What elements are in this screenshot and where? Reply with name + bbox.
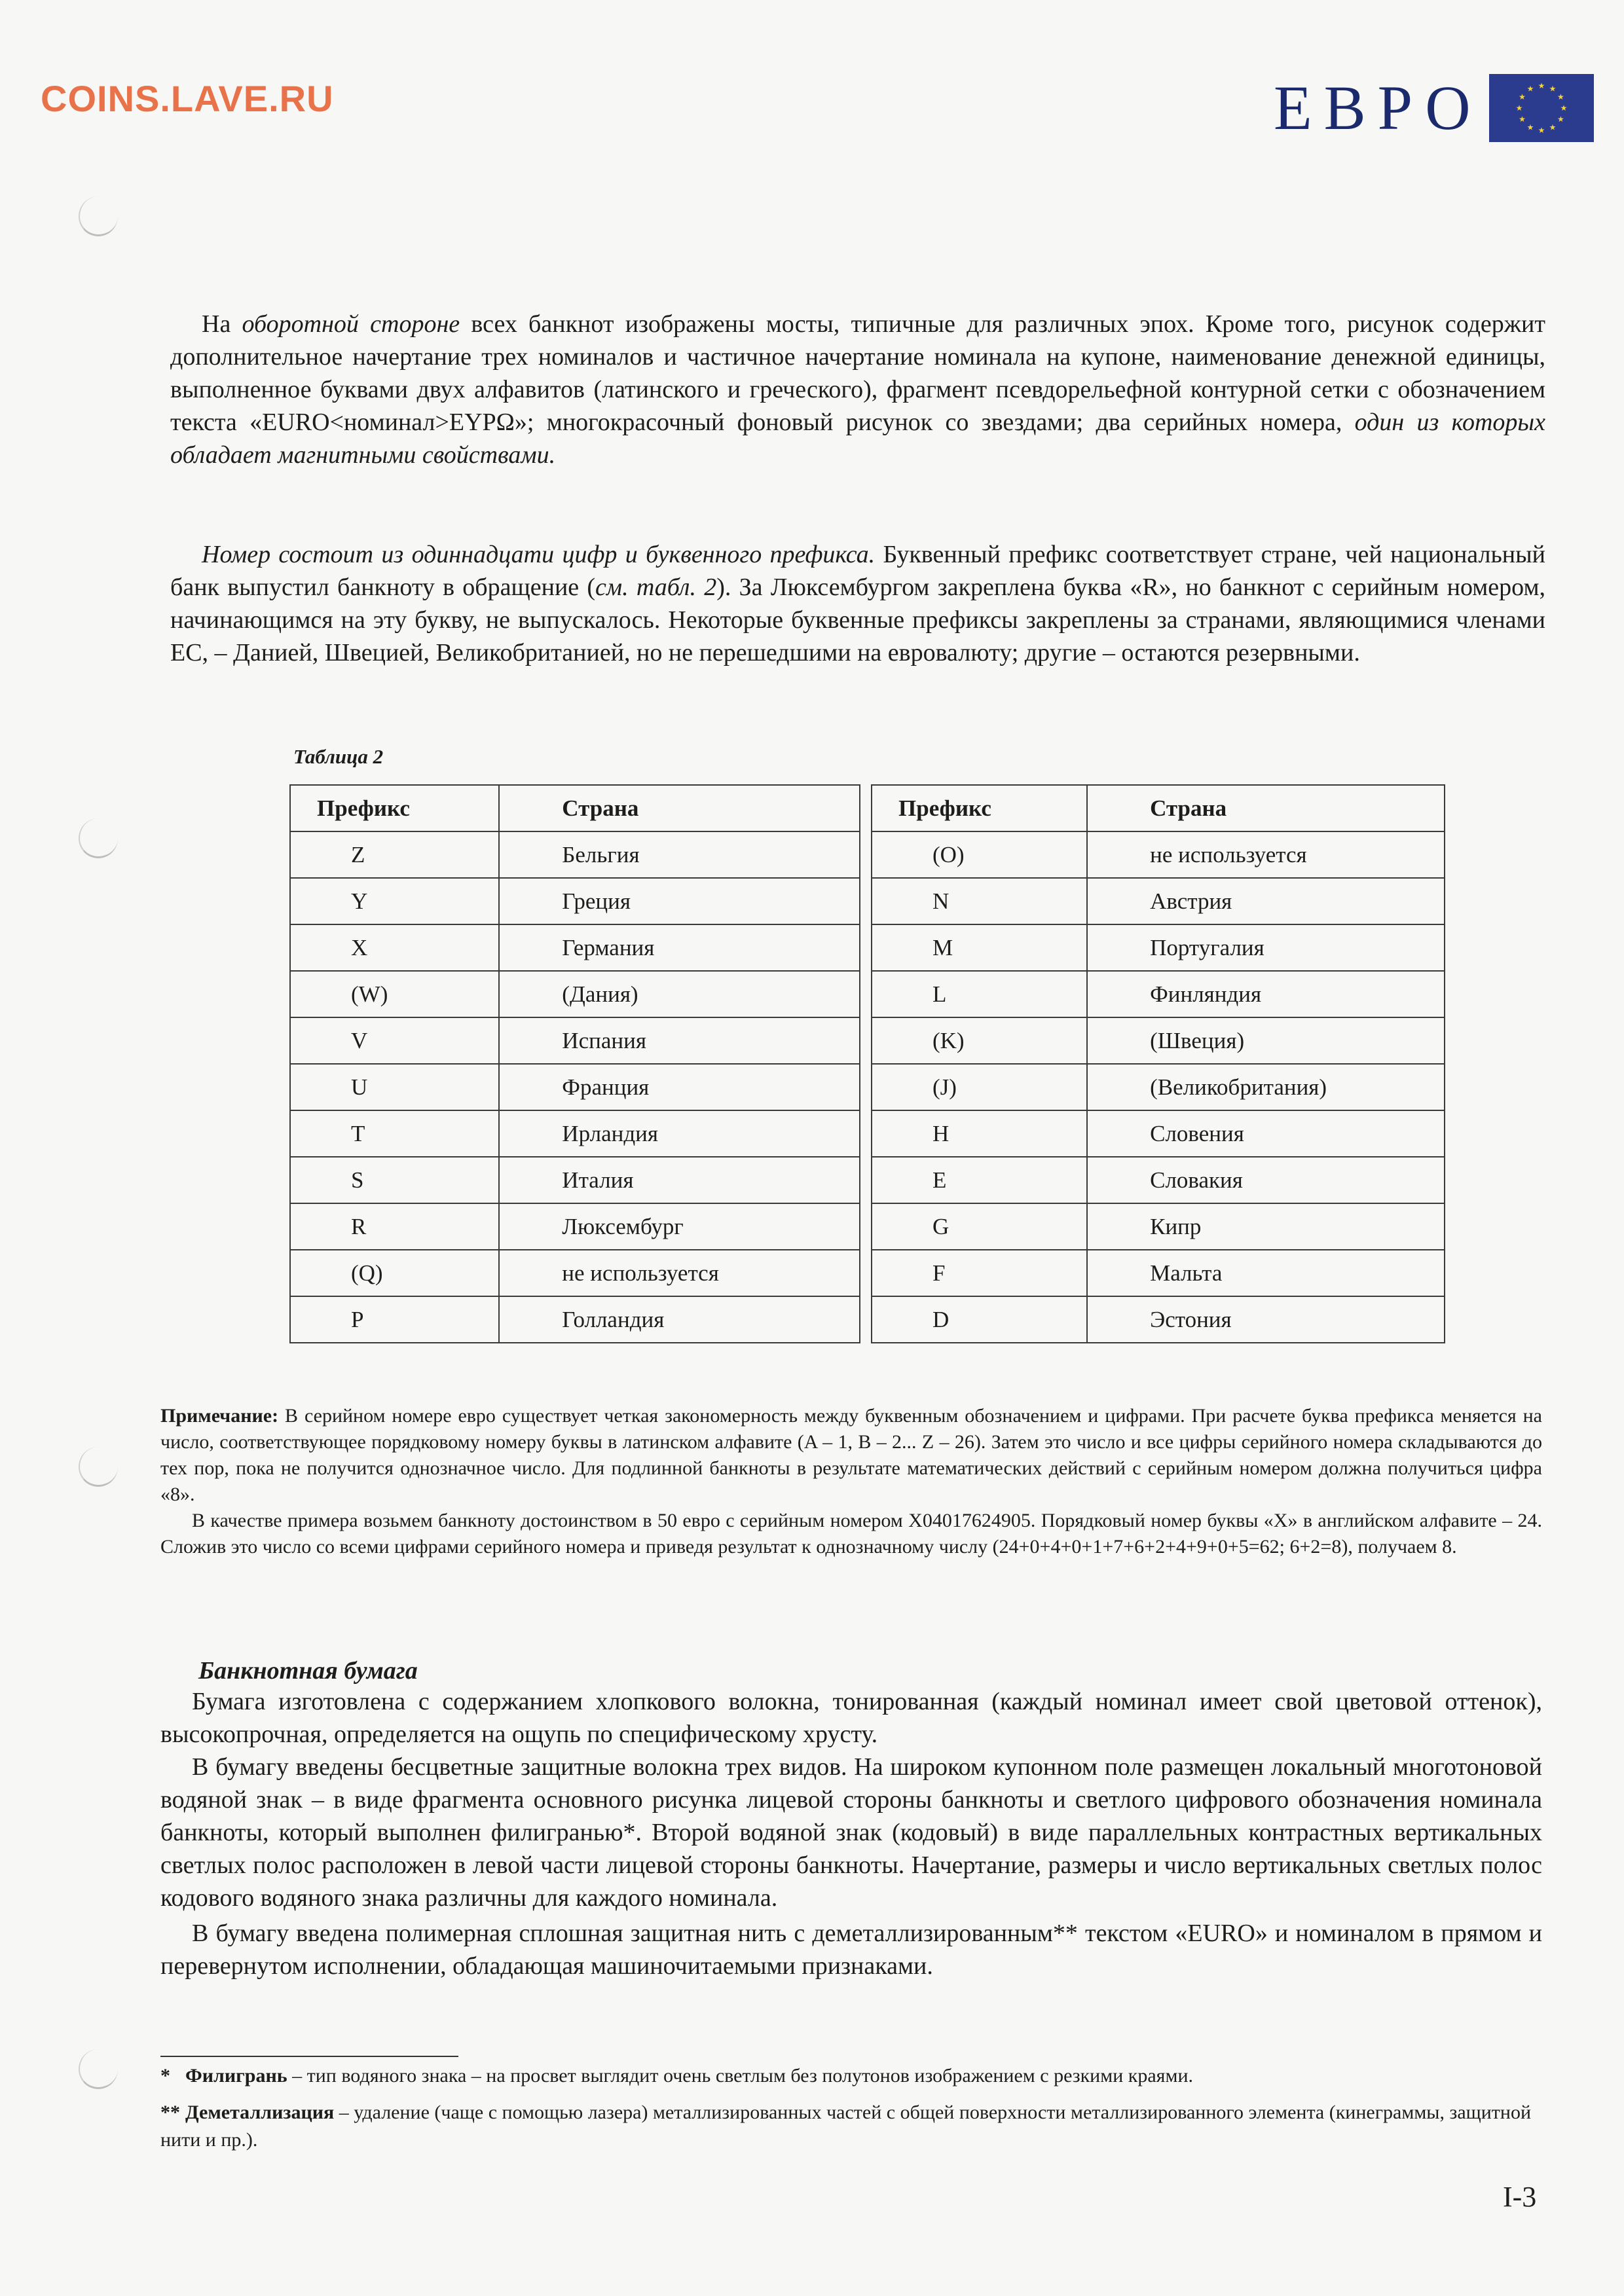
- table-row: [290, 1157, 860, 1203]
- table-title: Таблица 2: [293, 745, 384, 768]
- prefix-cell: (J): [872, 1064, 1087, 1110]
- punch-hole: [79, 1447, 118, 1487]
- country-cell: Голландия: [499, 1296, 860, 1343]
- note-example: В качестве примера возьмем банкноту достоинством в 50 евро с серийным номером X04017624905. Порядковый номер буквы «X» в английском алфавите – 24. Сложив это число со всеми цифрами серийного номера и приведя результат к однозначному числу (24+0+4+0+1+7+6+2+4+9+0+5=62; 6+2=8), получаем 8.: [160, 1510, 1542, 1558]
- country-cell: Кипр: [1087, 1203, 1445, 1250]
- prefix-cell: T: [290, 1110, 499, 1157]
- prefix-cell: (K): [872, 1017, 1087, 1064]
- table-row: [872, 1250, 1445, 1296]
- country-cell: Греция: [499, 878, 860, 924]
- country-cell: Словения: [1087, 1110, 1445, 1157]
- table-row: [872, 1017, 1445, 1064]
- prefix-cell: U: [290, 1064, 499, 1110]
- text: всех банкнот изображены мосты, типичные для различных эпох. Кроме того, рисунок содержит дополнительное начертание трех номиналов и частичное начертание номинала на купоне, наименование денежной единицы, выполненное буквами двух алфавитов (латинского и греческого), фрагмент псевдорельефной контурной сетки с обозначением текста «EURO<номинал>EYPΩ»; многокрасочный фоновый рисунок со звездами; два серийных номера,: [170, 310, 1545, 436]
- footnote-mark: **: [160, 2102, 180, 2123]
- country-cell: Словакия: [1087, 1157, 1445, 1203]
- table-row: [290, 878, 860, 924]
- star-icon: ★: [1549, 122, 1556, 132]
- country-cell: (Великобритания): [1087, 1064, 1445, 1110]
- footnote-term: Филигрань: [185, 2065, 287, 2086]
- table-row: [872, 1296, 1445, 1343]
- star-icon: ★: [1538, 81, 1545, 90]
- country-cell: Мальта: [1087, 1250, 1445, 1296]
- footnote-term: Деметаллизация: [185, 2102, 335, 2123]
- table-row: [872, 831, 1445, 878]
- header-prefix: Префикс: [872, 785, 1087, 831]
- evro-logo: [1274, 72, 1594, 144]
- table-row: [290, 831, 860, 878]
- country-cell: не используется: [1087, 831, 1445, 878]
- text-italic: один из которых обладает магнитными свойствами.: [170, 409, 1545, 469]
- prefix-cell: M: [872, 924, 1087, 971]
- prefix-cell: Z: [290, 831, 499, 878]
- watermark: COINS.LAVE.RU: [41, 78, 334, 119]
- star-icon: ★: [1526, 122, 1534, 132]
- table-row: [872, 1110, 1445, 1157]
- eu-flag-stars: [1489, 74, 1594, 142]
- footnote-divider: [160, 2056, 458, 2057]
- country-cell: Австрия: [1087, 878, 1445, 924]
- star-icon: ★: [1518, 92, 1526, 101]
- country-cell: Эстония: [1087, 1296, 1445, 1343]
- prefix-cell: N: [872, 878, 1087, 924]
- footnote: [160, 2062, 1549, 2090]
- text-italic: оборотной стороне: [242, 310, 460, 338]
- table-row: [290, 1203, 860, 1250]
- star-icon: ★: [1560, 103, 1567, 113]
- country-cell: Финляндия: [1087, 971, 1445, 1017]
- logo-text: ЕВРО: [1274, 73, 1483, 143]
- paper-section: [160, 1656, 1542, 1982]
- table-row: [872, 1157, 1445, 1203]
- text-italic: см. табл. 2: [595, 574, 717, 601]
- table-row: [290, 971, 860, 1017]
- star-icon: ★: [1526, 84, 1534, 94]
- note-text: В серийном номере евро существует четкая закономерность между буквенным обозначением и цифрами. При расчете буква префикса меняется на число, соответствующее порядковому номеру буквы в латинском алфавите (A – 1, B – 2... Z – 26). Затем это число и все цифры серийного номера складываются до тех пор, пока не получится однозначное число. Для подлинной банкноты в результате математических действий с серийным номером должна получиться цифра «8».: [160, 1405, 1542, 1505]
- text: ). За Люксембургом закреплена буква «R», но банкнот с серийным номером, начинающимся на эту букву, не выпускалось. Некоторые буквенные префиксы закреплены за странами, являющимися членами ЕС, – Данией, Швецией, Великобританией, но не перешедшими на евровалюту; другие – остаются резервными.: [170, 574, 1545, 666]
- paper-paragraph: В бумагу введена полимерная сплошная защитная нить с деметаллизированным** текстом «EURO» и номиналом в прямом и перевернутом исполнении, обладающая машиночитаемыми признаками.: [160, 1920, 1542, 1980]
- star-icon: ★: [1549, 84, 1556, 94]
- table-row: [290, 1250, 860, 1296]
- table-row: [872, 971, 1445, 1017]
- prefix-cell: G: [872, 1203, 1087, 1250]
- prefix-cell: (W): [290, 971, 499, 1017]
- country-cell: Франция: [499, 1064, 860, 1110]
- prefix-table-left: [289, 784, 860, 1343]
- text: На: [202, 310, 242, 338]
- footnote: [160, 2099, 1549, 2154]
- table-row: [290, 1110, 860, 1157]
- country-cell: Португалия: [1087, 924, 1445, 971]
- punch-hole: [79, 818, 118, 858]
- table-row: [290, 1064, 860, 1110]
- star-icon: ★: [1557, 115, 1564, 124]
- star-icon: ★: [1515, 103, 1522, 113]
- header-country: Страна: [1087, 785, 1445, 831]
- footnote-text: – тип водяного знака – на просвет выглядит очень светлым без полутонов изображением с резкими краями.: [287, 2065, 1194, 2086]
- punch-hole: [79, 2049, 118, 2089]
- note-label: Примечание:: [160, 1405, 279, 1427]
- country-cell: (Швеция): [1087, 1017, 1445, 1064]
- country-cell: не используется: [499, 1250, 860, 1296]
- prefix-cell: Y: [290, 878, 499, 924]
- star-icon: ★: [1518, 115, 1526, 124]
- country-cell: Испания: [499, 1017, 860, 1064]
- prefix-cell: (Q): [290, 1250, 499, 1296]
- prefix-cell: X: [290, 924, 499, 971]
- prefix-cell: V: [290, 1017, 499, 1064]
- prefix-cell: S: [290, 1157, 499, 1203]
- footnote-mark: *: [160, 2065, 170, 2086]
- table-row: [872, 1064, 1445, 1110]
- country-cell: Италия: [499, 1157, 860, 1203]
- section-title: Банкнотная бумага: [198, 1657, 418, 1685]
- table-row: [872, 878, 1445, 924]
- page-number: I-3: [1503, 2181, 1537, 2213]
- prefix-table: [289, 784, 1445, 1364]
- paragraph-reverse-side: [170, 308, 1545, 471]
- text: Буквенный префикс соответствует стране, чей национальный банк выпустил банкноту в обращение (: [170, 541, 1545, 601]
- star-icon: ★: [1538, 126, 1545, 135]
- country-cell: Германия: [499, 924, 860, 971]
- header-country: Страна: [499, 785, 860, 831]
- table-row: [290, 1296, 860, 1343]
- prefix-cell: P: [290, 1296, 499, 1343]
- prefix-cell: L: [872, 971, 1087, 1017]
- table-header-row: [290, 785, 860, 831]
- prefix-table-right: [871, 784, 1445, 1343]
- paper-paragraph: Бумага изготовлена с содержанием хлопкового волокна, тонированная (каждый номинал имеет свой цветовой оттенок), высокопрочная, определяется на ощупь по специфическому хрусту.: [160, 1688, 1542, 1748]
- prefix-cell: (O): [872, 831, 1087, 878]
- country-cell: Бельгия: [499, 831, 860, 878]
- prefix-cell: F: [872, 1250, 1087, 1296]
- punch-hole: [79, 196, 118, 236]
- prefix-cell: R: [290, 1203, 499, 1250]
- table-header-row: [872, 785, 1445, 831]
- table-row: [290, 924, 860, 971]
- table-row: [872, 924, 1445, 971]
- eu-flag-icon: [1489, 74, 1594, 142]
- country-cell: Люксембург: [499, 1203, 860, 1250]
- table-row: [290, 1017, 860, 1064]
- paper-paragraph: В бумагу введены бесцветные защитные волокна трех видов. На широком купонном поле размещен локальный многотоновой водяной знак – в виде фрагмента основного рисунка лицевой стороны банкноты и светлого цифрового обозначения номинала банкноты, который выполнен филигранью*. Второй водяной знак (кодовый) в виде параллельных контрастных вертикальных светлых полос расположен в левой части лицевой стороны банкноты. Начертание, размеры и число вертикальных светлых полос кодового водяного знака различны для каждого номинала.: [160, 1753, 1542, 1912]
- star-icon: ★: [1557, 92, 1564, 101]
- text-italic: Номер состоит из одиннадцати цифр и буквенного префикса.: [202, 541, 876, 568]
- prefix-cell: D: [872, 1296, 1087, 1343]
- prefix-cell: E: [872, 1157, 1087, 1203]
- footnote-text: – удаление (чаще с помощью лазера) металлизированных частей с общей поверхности металлизированного элемента (кинеграммы, защитной нити и пр.).: [160, 2102, 1532, 2151]
- prefix-cell: H: [872, 1110, 1087, 1157]
- country-cell: Ирландия: [499, 1110, 860, 1157]
- table-row: [872, 1203, 1445, 1250]
- note-block: [160, 1403, 1542, 1560]
- country-cell: (Дания): [499, 971, 860, 1017]
- header-prefix: Префикс: [290, 785, 499, 831]
- paragraph-serial-number: [170, 538, 1545, 669]
